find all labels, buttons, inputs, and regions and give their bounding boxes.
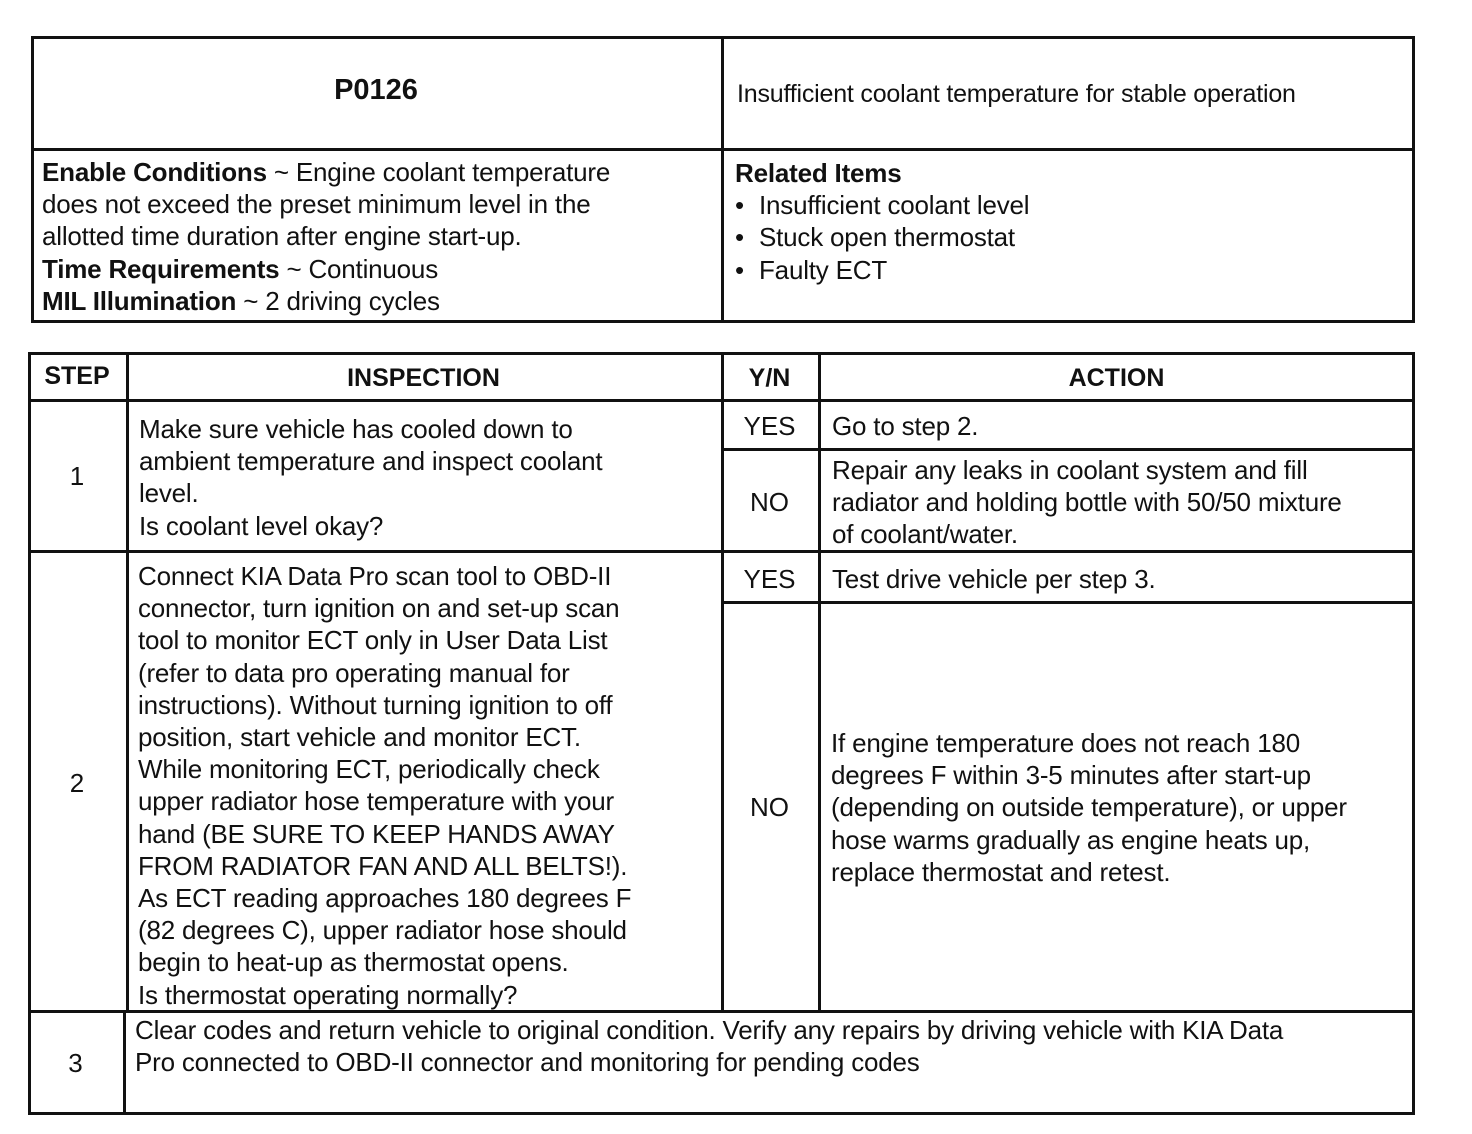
action-line: radiator and holding bottle with 50/50 mixture	[832, 487, 1342, 518]
time-requirements-label: Time Requirements	[42, 253, 280, 284]
inspection-line: Clear codes and return vehicle to original condition. Verify any repairs by driving vehicle with KIA Data	[135, 1015, 1284, 1045]
action-line: (depending on outside temperature), or upper	[831, 792, 1347, 823]
dtc-description: Insufficient coolant temperature for stable operation	[737, 80, 1296, 108]
inspection-line: connector, turn ignition on and set-up scan	[138, 593, 620, 624]
mil-illumination-label: MIL Illumination	[42, 285, 237, 316]
inspection-line: Pro connected to OBD-II connector and monitoring for pending codes	[135, 1047, 920, 1078]
enable-conditions-line	[42, 156, 610, 188]
inspection-line: FROM RADIATOR FAN AND ALL BELTS!).	[138, 850, 628, 881]
divider	[721, 448, 1415, 451]
divider	[721, 352, 724, 1013]
inspection-line: level.	[139, 478, 199, 509]
inspection-line: position, start vehicle and monitor ECT.	[138, 722, 581, 753]
column-header-step: STEP	[44, 362, 110, 390]
no-label: NO	[750, 487, 789, 517]
related-item: • Insufficient coolant level	[735, 189, 1029, 221]
time-requirements-text: ~ Continuous	[279, 253, 438, 284]
step-number: 2	[69, 768, 85, 798]
action-line: If engine temperature does not reach 180	[831, 728, 1300, 758]
inspection-line: While monitoring ECT, periodically check	[138, 754, 600, 785]
yes-action: Test drive vehicle per step 3.	[832, 564, 1156, 594]
step-inspection	[135, 1014, 1283, 1078]
yes-label: YES	[743, 411, 796, 441]
action-line: of coolant/water.	[832, 519, 1018, 550]
divider	[123, 1012, 126, 1115]
divider	[818, 352, 821, 1013]
divider	[28, 399, 1415, 402]
column-header-inspection: INSPECTION	[347, 364, 500, 392]
action-line: hose warms gradually as engine heats up,	[831, 824, 1311, 855]
step-inspection	[138, 560, 631, 1011]
enable-conditions-label: Enable Conditions	[42, 157, 267, 187]
inspection-line: begin to heat-up as thermostat opens.	[138, 947, 569, 978]
inspection-line: Is coolant level okay?	[139, 510, 384, 541]
inspection-line: (refer to data pro operating manual for	[138, 657, 570, 688]
column-header-action: ACTION	[1068, 364, 1165, 392]
inspection-line: tool to monitor ECT only in User Data List	[138, 625, 608, 656]
inspection-line: Connect KIA Data Pro scan tool to OBD-II	[138, 561, 612, 591]
divider	[721, 601, 1415, 604]
enable-conditions-line: does not exceed the preset minimum level in the	[42, 189, 591, 220]
inspection-line: upper radiator hose temperature with your	[138, 786, 614, 817]
conditions-block	[42, 156, 610, 317]
inspection-line: Make sure vehicle has cooled down to	[139, 414, 573, 444]
dtc-code: P0126	[334, 74, 418, 106]
mil-illumination-line	[42, 285, 610, 317]
time-requirements-line	[42, 253, 610, 285]
inspection-line: As ECT reading approaches 180 degrees F	[138, 883, 632, 914]
step-number: 1	[69, 461, 85, 491]
divider	[721, 36, 724, 323]
related-items-block	[735, 157, 1029, 286]
no-action	[831, 727, 1347, 888]
step-number: 3	[68, 1048, 83, 1078]
enable-conditions-text: ~ Engine coolant temperature	[266, 157, 611, 187]
mil-illumination-text: ~ 2 driving cycles	[236, 285, 440, 316]
inspection-line: hand (BE SURE TO KEEP HANDS AWAY	[138, 818, 615, 849]
inspection-line: (82 degrees C), upper radiator hose should	[138, 915, 627, 946]
action-line: replace thermostat and retest.	[831, 856, 1171, 887]
step-inspection	[139, 413, 602, 542]
yes-action: Go to step 2.	[832, 411, 979, 441]
yes-label: YES	[743, 564, 796, 594]
related-items-title: Related Items	[735, 158, 902, 188]
inspection-line: instructions). Without turning ignition to off	[138, 689, 613, 720]
divider	[31, 148, 1415, 151]
no-label: NO	[750, 792, 789, 822]
inspection-line: ambient temperature and inspect coolant	[139, 446, 603, 477]
related-item: • Stuck open thermostat	[735, 221, 1029, 253]
divider	[126, 352, 129, 1013]
inspection-line: Is thermostat operating normally?	[138, 979, 518, 1010]
no-action	[832, 454, 1342, 551]
action-line: degrees F within 3-5 minutes after start-up	[831, 760, 1311, 791]
enable-conditions-line: allotted time duration after engine start-up.	[42, 221, 522, 252]
column-header-yn: Y/N	[748, 364, 791, 392]
related-item: • Faulty ECT	[735, 254, 1029, 286]
action-line: Repair any leaks in coolant system and fill	[832, 455, 1308, 485]
